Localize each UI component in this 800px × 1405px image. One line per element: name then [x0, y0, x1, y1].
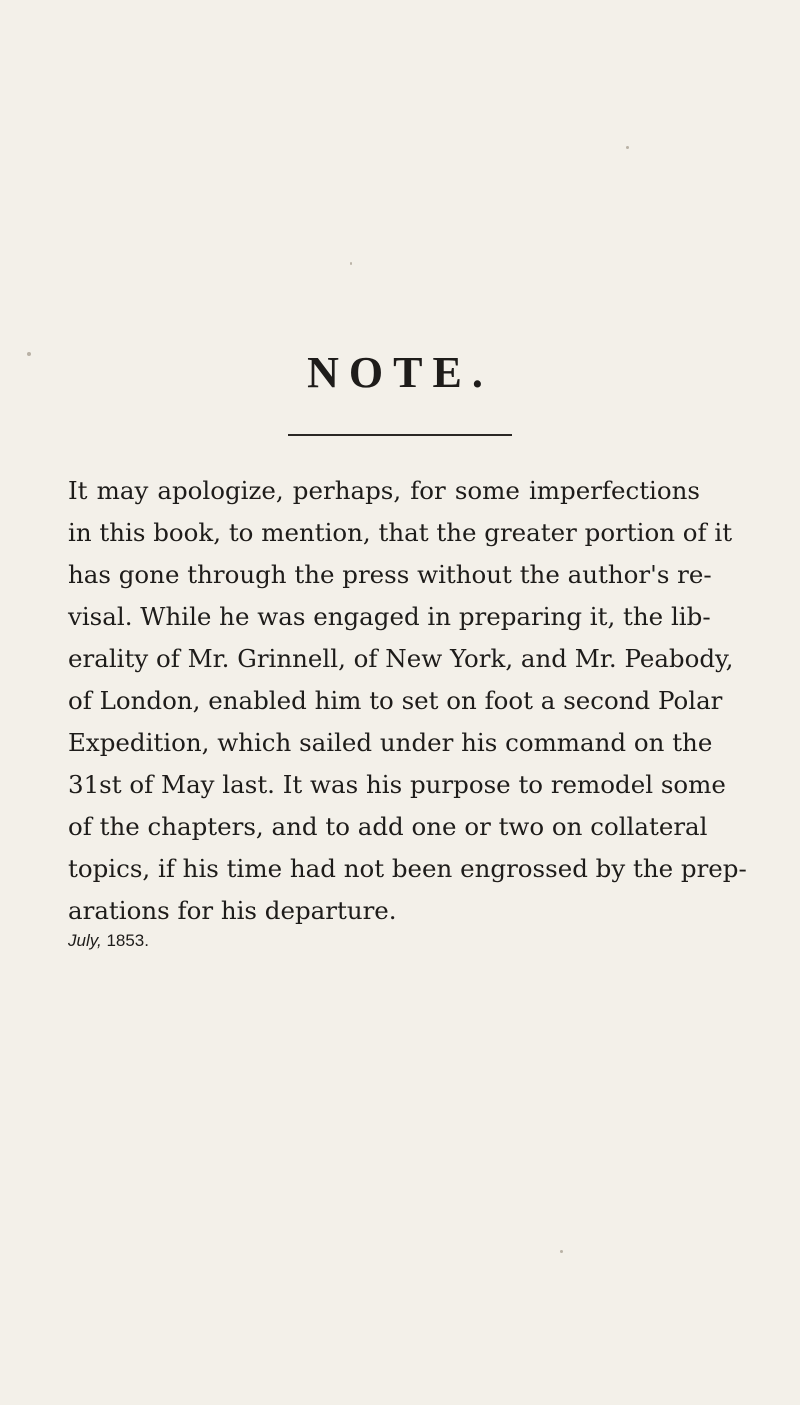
body-line: erality of Mr. Grinnell, of New York, and Mr. Peabody, [68, 644, 734, 673]
body-line: Expedition, which sailed under his command on the [68, 728, 713, 757]
paper-speck [626, 146, 629, 149]
note-body [68, 470, 747, 952]
dateline [68, 930, 700, 952]
title-divider [288, 434, 512, 436]
body-line: It may apologize, perhaps, for some imperfections [68, 476, 700, 505]
body-line: of the chapters, and to add one or two on collateral [68, 812, 708, 841]
body-line: 31st of May last. It was his purpose to remodel some [68, 770, 726, 799]
body-line: has gone through the press without the author's re- [68, 560, 712, 589]
body-line: arations for his departure. [68, 896, 397, 925]
dateline-year: 1853. [106, 931, 149, 950]
dateline-month: July, [68, 931, 102, 950]
paper-speck [350, 262, 352, 265]
body-line: topics, if his time had not been engrossed by the prep- [68, 854, 747, 883]
body-line: visal. While he was engaged in preparing it, the lib- [68, 602, 711, 631]
body-line: in this book, to mention, that the greater portion of it [68, 518, 733, 547]
paper-speck [27, 352, 31, 356]
paper-speck [560, 1250, 563, 1253]
page-title: NOTE. [307, 348, 493, 397]
body-line: of London, enabled him to set on foot a second Polar [68, 686, 723, 715]
